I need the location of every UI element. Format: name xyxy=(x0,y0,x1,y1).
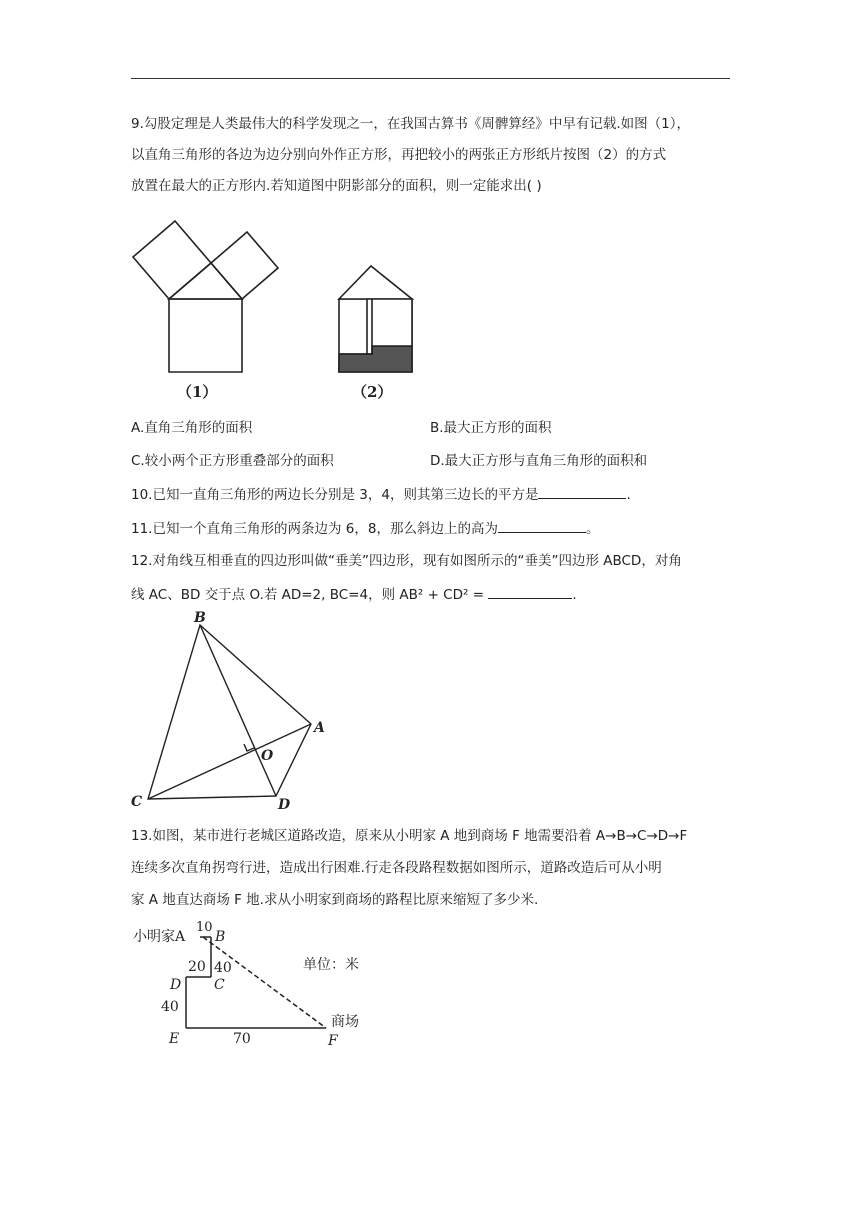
label-mall: 商场 xyxy=(331,1014,359,1030)
fig2-label: （2） xyxy=(352,383,393,401)
q11-line xyxy=(131,518,599,539)
q10-answer-blank[interactable] xyxy=(538,484,626,499)
len-ef: 70 xyxy=(233,1031,251,1047)
q9-line-3: 放置在最大的正方形内.若知道图中阴影部分的面积，则一定能求出( ) xyxy=(131,178,542,194)
q10-text: 10.已知一直角三角形的两边长分别是 3，4，则其第三边长的平方是 xyxy=(131,487,539,503)
q13-line-3: 家 A 地直达商场 F 地.求从小明家到商场的路程比原来缩短了多少米. xyxy=(131,892,539,908)
label-b: B xyxy=(194,610,206,626)
q13-road-figure xyxy=(125,915,385,1050)
large-square xyxy=(169,299,242,372)
top-triangle xyxy=(339,266,412,299)
q9-option-d[interactable]: D.最大正方形与直角三角形的面积和 xyxy=(430,453,648,469)
right-angle-mark xyxy=(244,744,254,751)
q12-quadrilateral-figure xyxy=(125,610,335,813)
len-ab: 10 xyxy=(196,920,213,935)
small-square xyxy=(367,299,412,354)
label-o: O xyxy=(261,748,274,764)
label-d: D xyxy=(278,797,291,813)
label-home-a: 小明家A xyxy=(133,929,186,945)
label-a: A xyxy=(314,720,325,736)
header-rule xyxy=(131,78,730,79)
q11-tail: 。 xyxy=(585,521,600,537)
q9-line-1: 9.勾股定理是人类最伟大的科学发现之一，在我国古算书《周髀算经》中早有记载.如图（1）， xyxy=(131,116,691,132)
q11-answer-blank[interactable] xyxy=(498,518,586,533)
label-d: D xyxy=(170,977,182,993)
fig1-label: （1） xyxy=(177,383,218,401)
q9-line-2: 以直角三角形的各边为边分别向外作正方形，再把较小的两张正方形纸片按图（2）的方式 xyxy=(131,147,667,163)
q12-answer-blank[interactable] xyxy=(488,584,572,599)
len-bc: 40 xyxy=(214,960,232,976)
q9-option-c[interactable]: C.较小两个正方形重叠部分的面积 xyxy=(131,453,334,469)
q10-line xyxy=(131,484,631,505)
q13-line-2: 连续多次直角拐弯行进，造成出行困难.行走各段路程数据如图所示，道路改造后可从小明 xyxy=(131,860,662,876)
q12-line-2 xyxy=(131,584,577,605)
left-square xyxy=(133,221,211,299)
right-square xyxy=(211,232,278,299)
len-dc: 20 xyxy=(188,959,206,975)
label-b: B xyxy=(215,929,226,945)
diagonal-ac xyxy=(148,724,311,799)
right-triangle xyxy=(169,263,242,299)
q12-tail: . xyxy=(572,587,577,603)
q9-option-a[interactable]: A.直角三角形的面积 xyxy=(131,420,253,436)
label-c: C xyxy=(214,977,225,993)
label-c: C xyxy=(131,794,143,810)
quad-abcd xyxy=(148,625,311,799)
label-e: E xyxy=(169,1031,180,1047)
label-f: F xyxy=(328,1033,338,1049)
q12-line-1: 12.对角线互相垂直的四边形叫做“垂美”四边形，现有如图所示的“垂美”四边形 ABCD，对角 xyxy=(131,553,682,569)
q9-figure-1 xyxy=(125,212,285,402)
q9-option-b[interactable]: B.最大正方形的面积 xyxy=(430,420,552,436)
len-de: 40 xyxy=(161,999,179,1015)
q13-line-1: 13.如图，某市进行老城区道路改造，原来从小明家 A 地到商场 F 地需要沿着 A→B→C→D→F xyxy=(131,828,688,844)
q10-tail: . xyxy=(626,487,631,503)
unit-label: 单位：米 xyxy=(303,957,359,973)
q9-figure-2 xyxy=(330,258,430,403)
q11-text: 11.已知一个直角三角形的两条边为 6，8，那么斜边上的高为 xyxy=(131,521,498,537)
q12-text: 线 AC、BD 交于点 O.若 AD=2, BC=4，则 AB² + CD² = xyxy=(131,587,489,603)
